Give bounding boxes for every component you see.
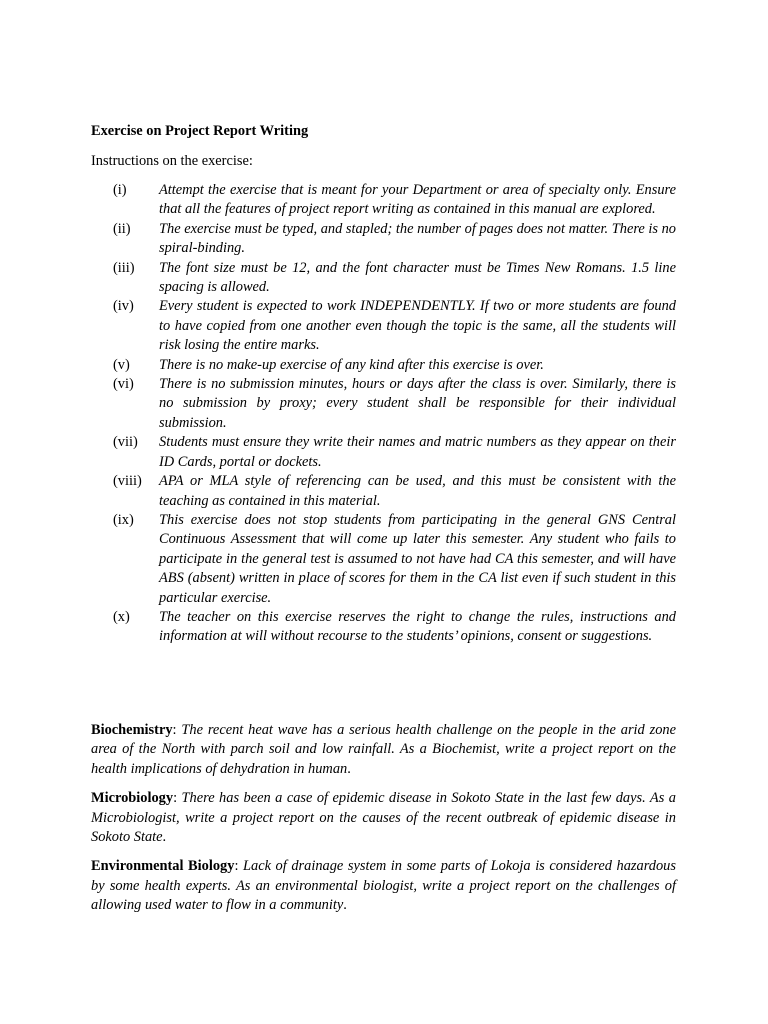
instruction-item	[91, 259, 676, 298]
instruction-text: There is no make-up exercise of any kind after this exercise is over.	[159, 356, 544, 373]
instructions-list	[91, 181, 676, 647]
instruction-text: Students must ensure they write their names and matric numbers as they appear on their ID Cards, portal or dockets.	[159, 434, 676, 470]
instruction-item	[91, 356, 676, 375]
instruction-item	[91, 511, 676, 608]
task-description: Lack of drainage system in some parts of Lokoja is considered hazardous by some health experts. As an environmental biologist, write a project report on the challenges of allowing used water to flow in a community	[91, 858, 676, 914]
task-paragraph	[91, 857, 676, 915]
department-name: Biochemistry	[91, 722, 173, 738]
instruction-text: The teacher on this exercise reserves the right to change the rules, instructions and information at will without recourse to the students’ opinions, consent or suggestions.	[159, 608, 676, 645]
task-paragraph	[91, 721, 676, 779]
department-tasks	[91, 721, 676, 926]
instruction-number: (v)	[113, 356, 130, 373]
task-description: The recent heat wave has a serious health challenge on the people in the arid zone area of the North with parch soil and low rainfall. As a Biochemist, write a project report on the health implications of dehydration in human	[91, 722, 676, 777]
task-separator: :	[172, 722, 182, 738]
instructions-intro: Instructions on the exercise:	[91, 153, 253, 169]
instruction-item	[91, 433, 676, 472]
instruction-item	[91, 220, 676, 259]
task-separator: :	[173, 790, 182, 807]
document-title: Exercise on Project Report Writing	[91, 123, 309, 139]
task-end: .	[343, 897, 347, 914]
instruction-item	[91, 472, 676, 511]
instruction-item	[91, 297, 676, 355]
instruction-text: There is no submission minutes, hours or days after the class is over. Similarly, there is no submission by proxy; every student shall be responsible for their individual submission.	[159, 376, 676, 431]
instruction-text: This exercise does not stop students from participating in the general GNS Central Continuous Assessment that will come up later this semester. Any student who fails to participate in the general test is assumed to not have had CA this semester, and will have ABS (absent) written in place of scores for them in the CA list even if such student in this particular exercise.	[159, 511, 676, 606]
instruction-item	[91, 181, 676, 220]
instruction-text: The exercise must be typed, and stapled; the number of pages does not matter. There is no spiral-binding.	[159, 220, 676, 257]
instruction-text: The font size must be 12, and the font character must be Times New Romans. 1.5 line spacing is allowed.	[159, 259, 676, 296]
instruction-number: (vii)	[113, 434, 138, 451]
task-separator: :	[234, 858, 244, 875]
instruction-text: Attempt the exercise that is meant for your Department or area of specialty only. Ensure that all the features of project report writing as contained in this manual are explored.	[159, 182, 676, 218]
instruction-number: (iv)	[113, 298, 134, 315]
department-name: Microbiology	[91, 790, 174, 807]
task-end: .	[347, 760, 351, 777]
instruction-number: (vi)	[113, 376, 134, 393]
instruction-text: Every student is expected to work INDEPENDENTLY. If two or more students are found to have copied from one another even though the topic is the same, all the students will risk losing the entire marks.	[159, 298, 676, 354]
department-name: Environmental Biology	[91, 858, 235, 875]
instruction-number: (ix)	[113, 511, 134, 528]
instruction-number: (iii)	[113, 259, 135, 276]
task-end: .	[162, 829, 167, 846]
instruction-number: (viii)	[113, 473, 142, 490]
instruction-text: APA or MLA style of referencing can be used, and this must be consistent with the teaching as contained in this material.	[159, 473, 676, 509]
instruction-item	[91, 608, 676, 647]
instruction-number: (i)	[113, 182, 127, 198]
task-paragraph	[91, 789, 676, 847]
instruction-item	[91, 375, 676, 433]
instruction-number: (x)	[113, 608, 130, 625]
task-description: There has been a case of epidemic disease in Sokoto State in the last few days. As a Microbiologist, write a project report on the causes of the recent outbreak of epidemic disease in Sokoto State	[91, 790, 676, 846]
instruction-number: (ii)	[113, 220, 131, 237]
